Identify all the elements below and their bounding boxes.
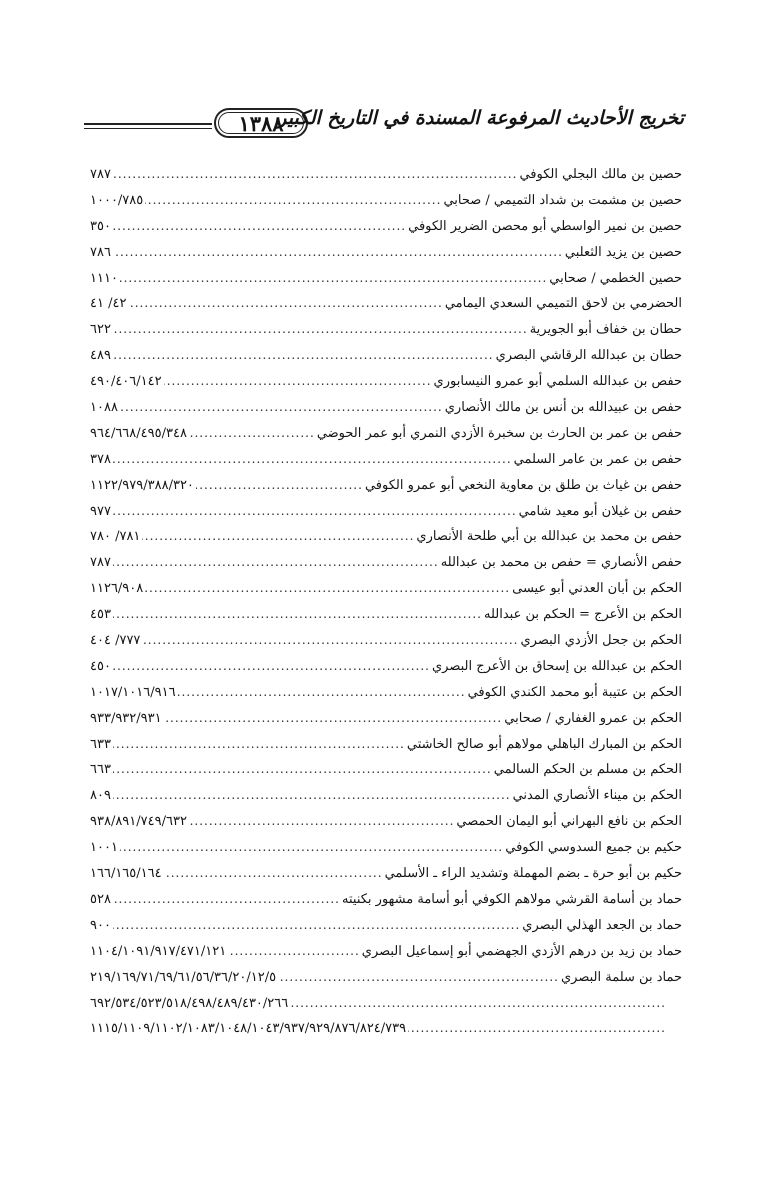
index-entry (90, 317, 682, 343)
narrator-name: حفص بن عبدالله السلمي أبو عمرو النيسابوري (433, 374, 682, 390)
narrator-name: حفص بن عمر بن الحارث بن سخبرة الأزدي النمري أبو عمر الحوضي (316, 425, 682, 441)
narrator-name: حماد بن سلمة البصري (560, 969, 682, 985)
dot-leader (113, 732, 405, 758)
dot-leader (113, 214, 406, 240)
narrator-name: حصين بن مشمت بن شداد التميمي / صحابي (443, 192, 682, 208)
narrator-name: الحكم بن مسلم بن الحكم السالمي (493, 762, 682, 778)
narrator-name: حفص بن عمر بن عامر السلمي (513, 451, 682, 467)
index-entry (90, 809, 682, 835)
narrator-name: حصين بن نمير الواسطي أبو محصن الضرير الكوفي (408, 218, 682, 234)
narrator-name: الحكم بن عتيبة أبو محمد الكندي الكوفي (467, 684, 682, 700)
dot-leader (113, 602, 482, 628)
page-references: ١١٠٤/١٠٩١/٩١٧/٤٧١/١٢١ (90, 943, 227, 959)
dot-leader (113, 654, 430, 680)
dot-leader (113, 783, 511, 809)
dot-leader (290, 991, 666, 1017)
index-entry (90, 680, 682, 706)
dot-leader (113, 887, 340, 913)
index-entry (90, 628, 682, 654)
narrator-name: الحكم بن المبارك الباهلي مولاهم أبو صالح الخاشتي (406, 736, 682, 752)
index-entry (90, 524, 682, 550)
index-entry-continuation (90, 991, 682, 1017)
narrator-name: حفص بن محمد بن عبدالله بن أبي طلحة الأنصاري (416, 529, 682, 545)
page-references: ٧٨١/ ٧٨٠ (90, 529, 141, 545)
page-references: ١١١٠ (90, 270, 118, 286)
narrator-name: حفص الأنصاري = حفص بن محمد بن عبدالله (440, 555, 682, 571)
index-entry (90, 576, 682, 602)
dot-leader (228, 939, 360, 965)
page-references: ٤٢/ ٤١ (90, 296, 127, 312)
narrator-name: حكيم بن أبو حرة ـ بضم المهملة وتشديد الراء ـ الأسلمي (384, 866, 682, 882)
dot-leader (113, 343, 494, 369)
index-entry (90, 757, 682, 783)
page-references: ١٦٦/١٦٥/١٦٤ (90, 866, 162, 882)
dot-leader (164, 706, 503, 732)
dot-leader (189, 421, 315, 447)
index-entry (90, 965, 682, 991)
dot-leader (120, 835, 503, 861)
index-entry (90, 783, 682, 809)
narrator-name: حماد بن زيد بن درهم الأزدي الجهضمي أبو إسماعيل البصري (361, 943, 682, 959)
index-entry (90, 887, 682, 913)
page-references: ٣٧٨ (90, 451, 111, 467)
index-entry (90, 861, 682, 887)
index-entry (90, 369, 682, 395)
dot-leader (113, 162, 517, 188)
index-entry (90, 550, 682, 576)
narrator-name: حفص بن عبيدالله بن أنس بن مالك الأنصاري (444, 400, 682, 416)
page-references: ٢١٩/١٦٩/٧١/٦٩/٦١/٥٦/٣٦/٢٠/١٢/٥ (90, 969, 277, 985)
narrator-name: حفص بن غيلان أبو معيد شامي (518, 503, 682, 519)
index-entry (90, 240, 682, 266)
index-entry (90, 291, 682, 317)
index-entry (90, 499, 682, 525)
narrator-name: حطان بن عبدالله الرقاشي البصري (495, 348, 682, 364)
narrator-name: الحكم بن عمرو الغفاري / صحابي (504, 710, 682, 726)
narrator-name: حماد بن الجعد الهذلي البصري (522, 917, 682, 933)
page-references: ١٠٨٨ (90, 400, 118, 416)
index-entry (90, 654, 682, 680)
dot-leader (113, 447, 512, 473)
narrator-name: الحضرمي بن لاحق التميمي السعدي اليمامي (444, 296, 682, 312)
dot-leader (196, 473, 363, 499)
page-references: ٩٦٤/٦٦٨/٤٩٥/٣٤٨ (90, 425, 187, 441)
dot-leader (113, 913, 520, 939)
page-references: ١٠٠١ (90, 840, 118, 856)
narrator-name: حكيم بن جميع السدوسي الكوفي (505, 840, 682, 856)
dot-leader (145, 576, 510, 602)
dot-leader (145, 188, 441, 214)
dot-leader (128, 291, 442, 317)
page-references: ١١٢٢/٩٧٩/٣٨٨/٣٢٠ (90, 477, 194, 493)
narrator-name: الحكم بن نافع البهراني أبو اليمان الحمصي (456, 814, 682, 830)
page-references: ٦٢٢ (90, 322, 111, 338)
narrator-name: حصين بن يزيد الثعلبي (564, 244, 682, 260)
dot-leader (189, 809, 454, 835)
page-number: ١٣٨٨ (238, 110, 284, 136)
index-entry (90, 188, 682, 214)
index-entry (90, 602, 682, 628)
narrator-name: الحكم بن عبدالله بن إسحاق بن الأعرج البصري (431, 658, 682, 674)
index-entry (90, 421, 682, 447)
page-references: ٧٧٧/ ٤٠٤ (90, 633, 141, 649)
narrator-name: حصين بن مالك البجلي الكوفي (519, 167, 682, 182)
dot-leader (113, 240, 563, 266)
page-references: ١٠٠٠/٧٨٥ (90, 192, 144, 208)
narrator-name: الحكم بن ميناء الأنصاري المدني (512, 788, 682, 804)
dot-leader (278, 965, 559, 991)
page-references: ٩٠٠ (90, 917, 111, 933)
index-entry (90, 939, 682, 965)
page-references: ٩٣٣/٩٣٢/٩٣١ (90, 710, 162, 726)
page-references: ٩٣٨/٨٩١/٧٤٩/٦٣٢ (90, 814, 187, 830)
dot-leader (113, 317, 528, 343)
dot-leader (142, 628, 518, 654)
page-references: ٨٠٩ (90, 788, 111, 804)
index-entry (90, 473, 682, 499)
index-entry (90, 266, 682, 292)
page-references: ٧٨٧ (90, 167, 111, 182)
dot-leader (113, 499, 517, 525)
page-references: ٦٣٣ (90, 736, 111, 752)
index-entry (90, 706, 682, 732)
index-entry (90, 395, 682, 421)
dot-leader (142, 524, 414, 550)
index-entry (90, 732, 682, 758)
page-references: ١٠١٧/١٠١٦/٩١٦ (90, 684, 176, 700)
index-entry (90, 162, 682, 188)
page-references: ١١١٥/١١٠٩/١١٠٢/١٠٨٣/١٠٤٨/١٠٤٣/٩٣٧/٩٢٩/٨٧٦/٨٢٤/٧٣٩ (90, 1021, 407, 1037)
dot-leader (120, 266, 547, 292)
narrator-name: الحكم بن أبان العدني أبو عيسى (512, 581, 682, 597)
page-references: ٤٥٣ (90, 607, 111, 623)
narrator-name: حطان بن خفاف أبو الجويرية (529, 322, 682, 338)
dot-leader (113, 757, 492, 783)
narrator-name: حفص بن غياث بن طلق بن معاوية النخعي أبو عمرو الكوفي (364, 477, 682, 493)
header-rule (84, 123, 212, 125)
narrator-index-list (90, 162, 682, 1042)
page-references: ٤٥٠ (90, 658, 111, 674)
dot-leader (178, 680, 466, 706)
index-entry (90, 343, 682, 369)
index-entry (90, 447, 682, 473)
dot-leader (164, 369, 432, 395)
dot-leader (408, 1016, 666, 1042)
page-references: ١١٢٦/٩٠٨ (90, 581, 144, 597)
index-entry-continuation (90, 1016, 682, 1042)
index-entry (90, 913, 682, 939)
narrator-name: حماد بن أسامة القرشي مولاهم الكوفي أبو أسامة مشهور بكنيته (342, 891, 682, 907)
page-references: ٧٨٧ (90, 555, 111, 571)
book-title: تخريج الأحاديث المرفوعة المسندة في التاريخ الكبير (277, 107, 684, 129)
narrator-name: الحكم بن جحل الأزدي البصري (520, 633, 682, 649)
page-references: ٩٧٧ (90, 503, 111, 519)
dot-leader (113, 550, 439, 576)
dot-leader (164, 861, 383, 887)
narrator-name: حصين الخطمي / صحابي (549, 270, 682, 286)
dot-leader (120, 395, 443, 421)
page-references: ٤٨٩ (90, 348, 111, 364)
page-references: ٦٩٢/٥٣٤/٥٢٣/٥١٨/٤٩٨/٤٨٩/٤٣٠/٢٦٦ (90, 995, 289, 1011)
narrator-name: الحكم بن الأعرج = الحكم بن عبدالله (483, 607, 682, 623)
page-references: ٧٨٦ (90, 244, 111, 260)
running-header (84, 104, 684, 144)
index-entry (90, 214, 682, 240)
page-references: ٤٩٠/٤٠٦/١٤٢ (90, 374, 162, 390)
index-entry (90, 835, 682, 861)
page-references: ٥٢٨ (90, 891, 111, 907)
page-references: ٦٦٣ (90, 762, 111, 778)
page-references: ٣٥٠ (90, 218, 111, 234)
